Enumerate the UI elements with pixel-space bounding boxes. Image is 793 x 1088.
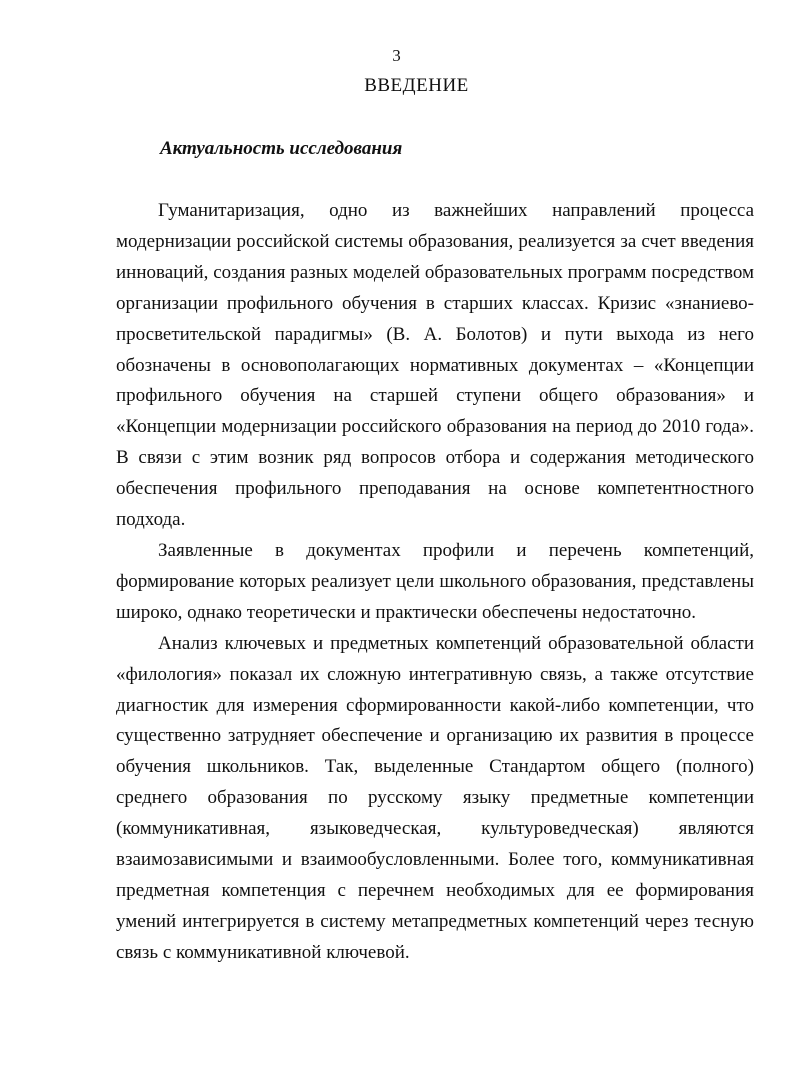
section-heading: Актуальность исследования: [160, 138, 403, 159]
paragraph: Заявленные в документах профили и перечень компетенций, формирование которых реализует цели школьного образования, представлены широко, однако теоретически и практически обеспечены недостаточно.: [116, 539, 754, 623]
paragraph: Гуманитаризация, одно из важнейших направлений процесса модернизации российской системы образования, реализуется за счет введения инноваций, создания разных моделей образовательных программ посредством организации профильного обучения в старших классах. Кризис «знаниево-просветительской парадигмы» (В. А. Болотов) и пути выхода из него обозначены в основополагающих нормативных документах – «Концепции профильного обучения на старшей ступени общего образования» и «Концепции модернизации российского образования на период до 2010 года». В связи с этим возник ряд вопросов отбора и содержания методического обеспечения профильного преподавания на основе компетентностного подхода.: [116, 200, 754, 531]
body-text: [116, 196, 754, 969]
chapter-title: ВВЕДЕНИЕ: [364, 75, 469, 96]
page-number: 3: [392, 46, 401, 65]
paragraph: Анализ ключевых и предметных компетенций образовательной области «филология» показал их сложную интегративную связь, а также отсутствие диагностик для измерения сформированности какой-либо компетенции, что существенно затрудняет обеспечение и организацию их развития в процессе обучения школьников. Так, выделенные Стандартом общего (полного) среднего образования по русскому языку предметные компетенции (коммуникативная, языковедческая, культуроведческая) являются взаимозависимыми и взаимообусловленными. Более того, коммуникативная предметная компетенция с перечнем необходимых для ее формирования умений интегрируется в систему метапредметных компетенций через тесную связь с коммуникативной ключевой.: [116, 632, 754, 963]
